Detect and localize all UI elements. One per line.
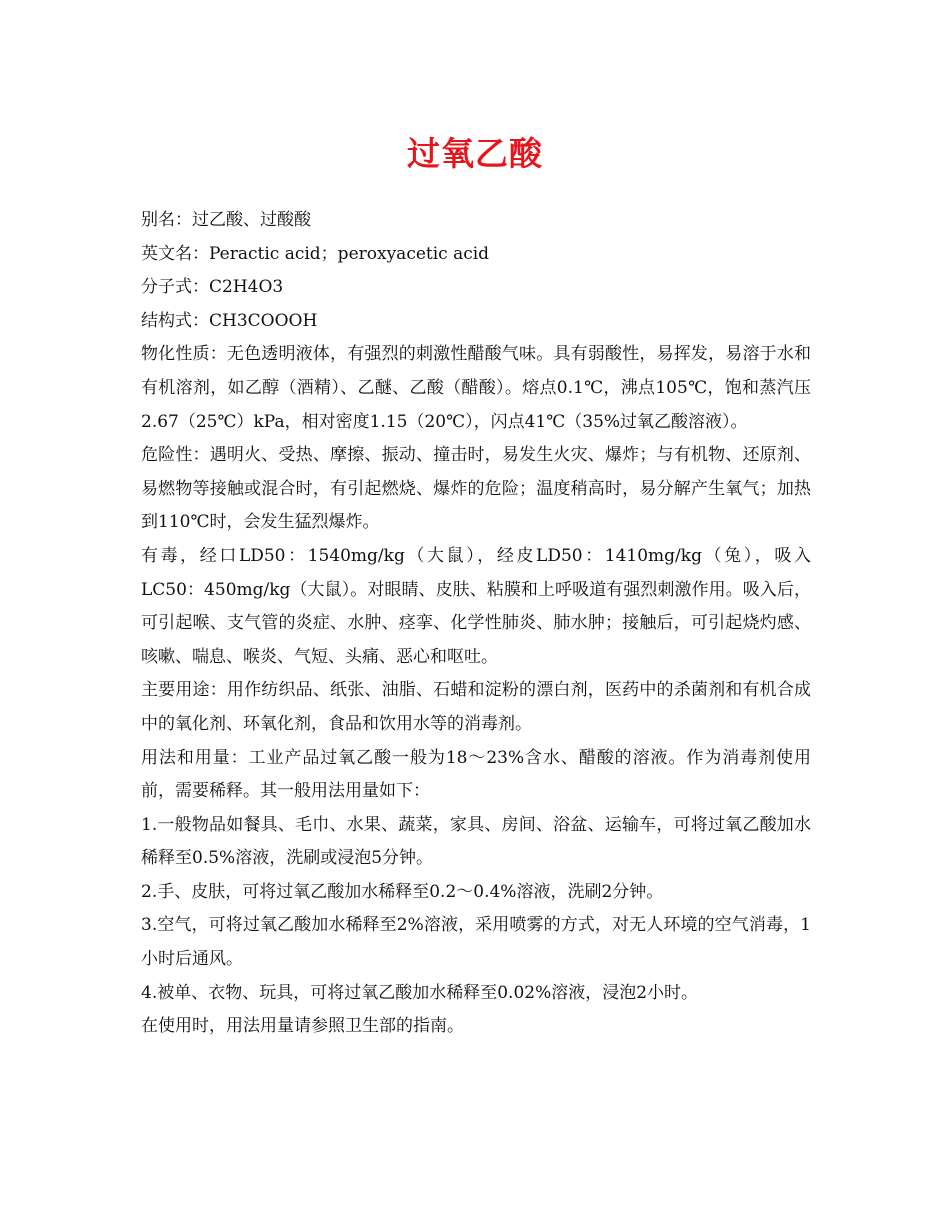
document-title: 过氧乙酸 bbox=[407, 134, 543, 173]
usage-item-1: 1.一般物品如餐具、毛巾、水果、蔬菜，家具、房间、浴盆、运输车，可将过氧乙酸加水稀释至0.5%溶液，洗刷或浸泡5分钟。 bbox=[141, 814, 811, 869]
english-name-paragraph: 英文名：Peractic acid；peroxyacetic acid bbox=[141, 243, 490, 264]
alias-paragraph: 别名：过乙酸、过酸酸 bbox=[141, 210, 311, 230]
usage-item-2: 2.手、皮肤，可将过氧乙酸加水稀释至0.2～0.4%溶液，洗刷2分钟。 bbox=[141, 881, 664, 902]
hazards-paragraph: 危险性：遇明火、受热、摩擦、振动、撞击时，易发生火灾、爆炸；与有机物、还原剂、易燃物等接触或混合时，有引起燃烧、爆炸的危险；温度稍高时，易分解产生氧气；加热到110℃时，会发生猛烈爆炸。 bbox=[141, 445, 811, 533]
properties-paragraph: 物化性质：无色透明液体，有强烈的刺激性醋酸气味。具有弱酸性，易挥发，易溶于水和有机溶剂，如乙醇（酒精）、乙醚、乙酸（醋酸）。熔点0.1℃，沸点105℃，饱和蒸汽压2.67（25℃）kPa，相对密度1.15（20℃），闪点41℃（35%过氧乙酸溶液）。 bbox=[141, 344, 811, 432]
uses-paragraph: 主要用途：用作纺织品、纸张、油脂、石蜡和淀粉的漂白剂，医药中的杀菌剂和有机合成中的氧化剂、环氧化剂，食品和饮用水等的消毒剂。 bbox=[141, 680, 811, 734]
usage-item-4: 4.被单、衣物、玩具，可将过氧乙酸加水稀释至0.02%溶液，浸泡2小时。 bbox=[141, 982, 699, 1003]
formula-paragraph: 分子式：C2H4O3 bbox=[141, 277, 284, 298]
toxicity-paragraph: 有毒，经口LD50：1540mg/kg（大鼠），经皮LD50：1410mg/kg（兔），吸入LC50：450mg/kg（大鼠）。对眼睛、皮肤、粘膜和上呼吸道有强烈刺激作用。吸入后，可引起喉、支气管的炎症、水肿、痉挛、化学性肺炎、肺水肿；接触后，可引起烧灼感、咳嗽、喘息、喉炎、气短、头痛、恶心和呕吐。 bbox=[141, 545, 811, 667]
usage-intro-paragraph: 用法和用量：工业产品过氧乙酸一般为18～23%含水、醋酸的溶液。作为消毒剂使用前，需要稀释。其一般用法用量如下： bbox=[141, 747, 811, 802]
usage-item-3: 3.空气，可将过氧乙酸加水稀释至2%溶液，采用喷雾的方式，对无人环境的空气消毒，1小时后通风。 bbox=[141, 915, 811, 970]
document-body bbox=[141, 204, 811, 1044]
structure-paragraph: 结构式：CH3COOOH bbox=[141, 310, 318, 331]
closing-paragraph: 在使用时，用法用量请参照卫生部的指南。 bbox=[141, 1016, 464, 1037]
